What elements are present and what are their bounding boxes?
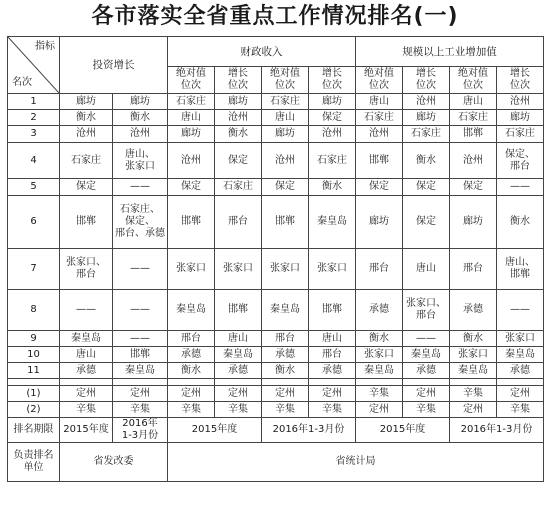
city-cell: 衡水 (403, 143, 450, 179)
city-cell: 衡水 (450, 331, 497, 347)
period-fiscal-a: 2015年度 (168, 418, 262, 443)
city-cell: 邯郸 (60, 196, 113, 249)
city-cell: 沧州 (356, 126, 403, 143)
city-cell: 石家庄 (60, 143, 113, 179)
city-cell: 承德 (356, 290, 403, 331)
city-cell: 承德 (168, 347, 215, 363)
subheader-cell: 增长 位次 (215, 67, 262, 94)
page-title: 各市落实全省重点工作情况排名(一) (91, 4, 459, 29)
city-cell: 邯郸 (113, 347, 168, 363)
city-cell: 邯郸 (215, 290, 262, 331)
extra-rows (8, 386, 544, 418)
city-cell: 石家庄 (168, 94, 215, 110)
city-cell: 邢台 (168, 331, 215, 347)
city-cell: 邯郸 (262, 196, 309, 249)
rank-cell: (1) (8, 386, 60, 402)
city-cell: 承德 (450, 290, 497, 331)
city-cell: 石家庄 (403, 126, 450, 143)
city-cell: 定州 (403, 386, 450, 402)
city-cell: 邢台 (262, 331, 309, 347)
rank-rows (8, 94, 544, 379)
city-cell: 秦皇岛 (262, 290, 309, 331)
city-cell: 沧州 (168, 143, 215, 179)
city-cell: 定州 (262, 386, 309, 402)
unit-label: 负责排名 单位 (8, 443, 60, 482)
city-cell: 石家庄 (497, 126, 544, 143)
city-cell: 保定 (60, 179, 113, 196)
city-cell: 定州 (215, 386, 262, 402)
subheader-cell: 绝对值 位次 (168, 67, 215, 94)
city-cell: —— (60, 290, 113, 331)
city-cell: 秦皇岛 (403, 347, 450, 363)
period-row (8, 418, 544, 443)
city-cell: 石家庄 (356, 110, 403, 126)
rank-cell: 5 (8, 179, 60, 196)
subheader-cell: 绝对值 位次 (262, 67, 309, 94)
city-cell: 秦皇岛 (497, 347, 544, 363)
city-cell: 保定 (168, 179, 215, 196)
city-cell: —— (497, 179, 544, 196)
table-row (8, 179, 544, 196)
subheader-cell: 增长 位次 (497, 67, 544, 94)
ranking-table (7, 36, 544, 482)
city-cell: 保定 (403, 196, 450, 249)
city-cell: —— (497, 290, 544, 331)
city-cell: 唐山 (309, 331, 356, 347)
city-cell: 秦皇岛 (450, 363, 497, 379)
header-industry: 规模以上工业增加值 (356, 37, 544, 67)
subheader-cell: 绝对值 位次 (450, 67, 497, 94)
city-cell: 保定 (356, 179, 403, 196)
city-cell: 衡水 (356, 331, 403, 347)
city-cell: 辛集 (262, 402, 309, 418)
city-cell: 唐山 (356, 94, 403, 110)
rank-cell: 10 (8, 347, 60, 363)
city-cell: 辛集 (497, 402, 544, 418)
city-cell: 定州 (60, 386, 113, 402)
city-cell: 定州 (309, 386, 356, 402)
header-investment: 投资增长 (60, 37, 168, 94)
city-cell: 唐山 (450, 94, 497, 110)
city-cell: 保定 (262, 179, 309, 196)
city-cell: 定州 (356, 402, 403, 418)
city-cell: 唐山 (262, 110, 309, 126)
rank-cell: 2 (8, 110, 60, 126)
city-cell: 秦皇岛 (356, 363, 403, 379)
city-cell: 张家口 (309, 249, 356, 290)
table-row (8, 402, 544, 418)
table-row (8, 143, 544, 179)
period-fiscal-b: 2016年1-3月份 (262, 418, 356, 443)
city-cell: 辛集 (450, 386, 497, 402)
city-cell: 秦皇岛 (113, 363, 168, 379)
rank-cell: 1 (8, 94, 60, 110)
table-row (8, 363, 544, 379)
city-cell: 承德 (60, 363, 113, 379)
city-cell: 石家庄 (450, 110, 497, 126)
city-cell: 承德 (215, 363, 262, 379)
unit-stats: 省统计局 (168, 443, 544, 482)
city-cell: 沧州 (309, 126, 356, 143)
city-cell: 石家庄 (309, 143, 356, 179)
city-cell: 邢台 (356, 249, 403, 290)
city-cell: 秦皇岛 (60, 331, 113, 347)
city-cell: 廊坊 (356, 196, 403, 249)
subheader-cell: 绝对值 位次 (356, 67, 403, 94)
city-cell: 保定 (215, 143, 262, 179)
city-cell: 衡水 (113, 110, 168, 126)
city-cell: 邢台 (309, 347, 356, 363)
city-cell: 定州 (113, 386, 168, 402)
city-cell: 保定、 邢台 (497, 143, 544, 179)
city-cell: 衡水 (262, 363, 309, 379)
table-row (8, 196, 544, 249)
city-cell: 邯郸 (168, 196, 215, 249)
city-cell: 承德 (309, 363, 356, 379)
city-cell: 邯郸 (450, 126, 497, 143)
rank-cell: 11 (8, 363, 60, 379)
city-cell: 沧州 (60, 126, 113, 143)
city-cell: 张家口、 邢台 (60, 249, 113, 290)
subheader-cell: 增长 位次 (309, 67, 356, 94)
city-cell: 唐山 (215, 331, 262, 347)
city-cell: 辛集 (168, 402, 215, 418)
city-cell: 廊坊 (497, 110, 544, 126)
table-row (8, 331, 544, 347)
city-cell: 定州 (168, 386, 215, 402)
city-cell: 邢台 (450, 249, 497, 290)
city-cell: 廊坊 (309, 94, 356, 110)
city-cell: 张家口 (215, 249, 262, 290)
city-cell: 廊坊 (168, 126, 215, 143)
city-cell: 沧州 (215, 110, 262, 126)
city-cell: 承德 (403, 363, 450, 379)
city-cell: 廊坊 (60, 94, 113, 110)
city-cell: 张家口 (262, 249, 309, 290)
city-cell: 承德 (497, 363, 544, 379)
period-label: 排名期限 (8, 418, 60, 443)
city-cell: —— (403, 331, 450, 347)
city-cell: 沧州 (497, 94, 544, 110)
city-cell: 唐山 (60, 347, 113, 363)
city-cell: 沧州 (262, 143, 309, 179)
table-row (8, 110, 544, 126)
city-cell: 辛集 (309, 402, 356, 418)
table-row (8, 249, 544, 290)
city-cell: 石家庄、 保定、 邢台、承德 (113, 196, 168, 249)
header-fiscal: 财政收入 (168, 37, 356, 67)
city-cell: 邯郸 (356, 143, 403, 179)
city-cell: 保定 (403, 179, 450, 196)
city-cell: —— (113, 179, 168, 196)
city-cell: 衡水 (168, 363, 215, 379)
city-cell: 辛集 (403, 402, 450, 418)
city-cell: 沧州 (113, 126, 168, 143)
city-cell: 辛集 (215, 402, 262, 418)
city-cell: 衡水 (309, 179, 356, 196)
city-cell: 唐山 (403, 249, 450, 290)
corner-bottom-label: 名次 (12, 77, 32, 88)
table-row (8, 126, 544, 143)
city-cell: 衡水 (215, 126, 262, 143)
city-cell: 邯郸 (309, 290, 356, 331)
city-cell: 张家口、 邢台 (403, 290, 450, 331)
table-row (8, 290, 544, 331)
footer-section (8, 418, 544, 482)
header-row (8, 37, 544, 67)
corner-top-label: 指标 (35, 41, 55, 52)
city-cell: 张家口 (450, 347, 497, 363)
period-investment-growth: 2016年 1-3月份 (113, 418, 168, 443)
city-cell: 唐山 (168, 110, 215, 126)
rank-cell: 4 (8, 143, 60, 179)
city-cell: 秦皇岛 (168, 290, 215, 331)
city-cell: 沧州 (450, 143, 497, 179)
city-cell: 定州 (497, 386, 544, 402)
city-cell: —— (113, 249, 168, 290)
city-cell: 辛集 (60, 402, 113, 418)
unit-row (8, 443, 544, 482)
rank-cell: 7 (8, 249, 60, 290)
spacer-row (8, 379, 544, 386)
city-cell: 衡水 (60, 110, 113, 126)
table-row (8, 94, 544, 110)
city-cell: 承德 (262, 347, 309, 363)
spacer-section (8, 379, 544, 386)
city-cell: 廊坊 (403, 110, 450, 126)
city-cell: —— (113, 290, 168, 331)
city-cell: 沧州 (403, 94, 450, 110)
city-cell: 秦皇岛 (215, 347, 262, 363)
table-row (8, 347, 544, 363)
city-cell: 保定 (309, 110, 356, 126)
city-cell: 廊坊 (262, 126, 309, 143)
city-cell: —— (113, 331, 168, 347)
city-cell: 辛集 (356, 386, 403, 402)
city-cell: 定州 (450, 402, 497, 418)
city-cell: 唐山、 邯郸 (497, 249, 544, 290)
city-cell: 廊坊 (215, 94, 262, 110)
city-cell: 张家口 (356, 347, 403, 363)
city-cell: 张家口 (497, 331, 544, 347)
city-cell: 廊坊 (113, 94, 168, 110)
rank-cell: 8 (8, 290, 60, 331)
period-investment-abs: 2015年度 (60, 418, 113, 443)
rank-cell: 3 (8, 126, 60, 143)
city-cell: 辛集 (113, 402, 168, 418)
corner-cell (8, 37, 60, 94)
subheader-cell: 增长 位次 (403, 67, 450, 94)
city-cell: 邢台 (215, 196, 262, 249)
rank-cell: 9 (8, 331, 60, 347)
city-cell: 张家口 (168, 249, 215, 290)
unit-investment: 省发改委 (60, 443, 168, 482)
city-cell: 石家庄 (262, 94, 309, 110)
period-industry-b: 2016年1-3月份 (450, 418, 544, 443)
city-cell: 石家庄 (215, 179, 262, 196)
city-cell: 廊坊 (450, 196, 497, 249)
city-cell: 秦皇岛 (309, 196, 356, 249)
city-cell: 衡水 (497, 196, 544, 249)
period-industry-a: 2015年度 (356, 418, 450, 443)
city-cell: 保定 (450, 179, 497, 196)
rank-cell: (2) (8, 402, 60, 418)
city-cell: 唐山、 张家口 (113, 143, 168, 179)
rank-cell: 6 (8, 196, 60, 249)
table-row (8, 386, 544, 402)
